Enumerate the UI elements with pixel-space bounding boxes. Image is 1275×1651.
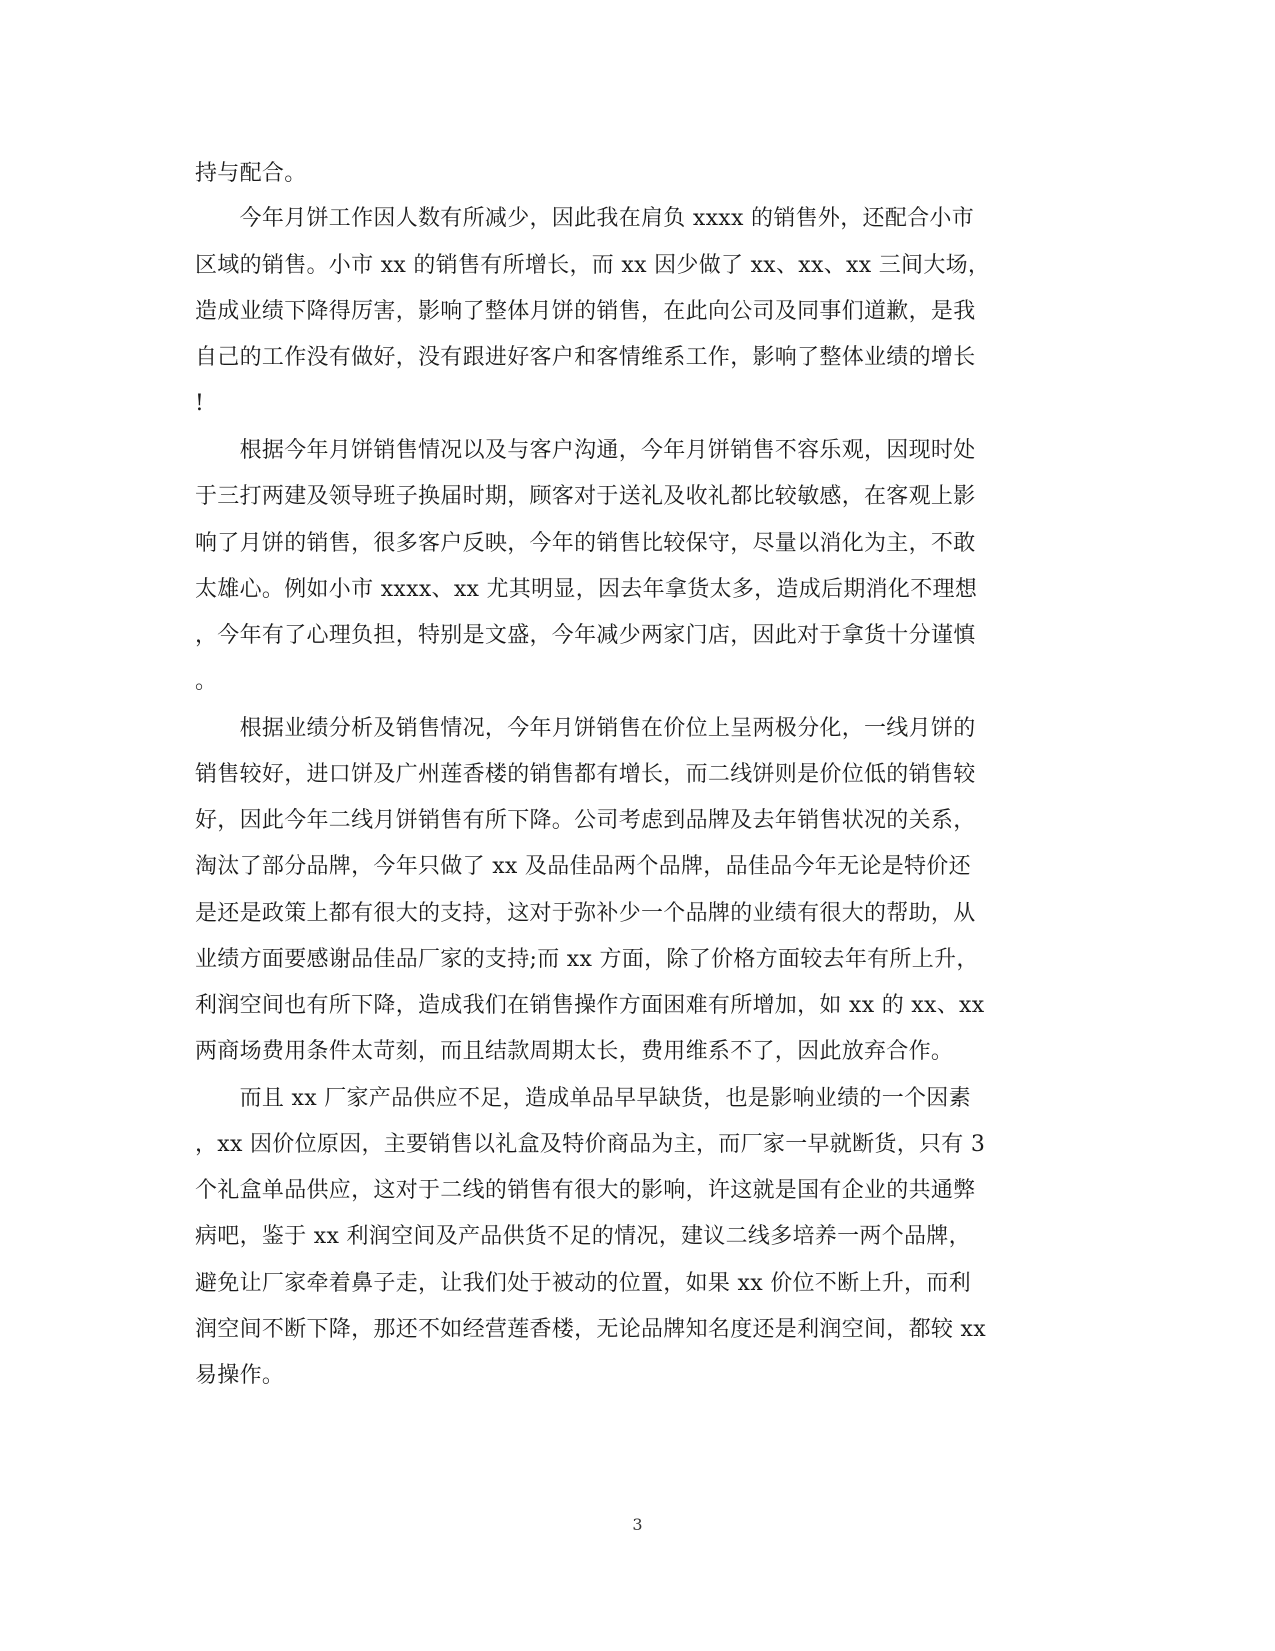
text-line: 是还是政策上都有很大的支持，这对于弥补少一个品牌的业绩有很大的帮助，从 xyxy=(195,901,976,926)
text-line: 。 xyxy=(195,669,218,694)
text-line: 业绩方面要感谢品佳品厂家的支持;而 xx 方面，除了价格方面较去年有所上升， xyxy=(195,947,979,972)
text-line: 根据今年月饼销售情况以及与客户沟通，今年月饼销售不容乐观，因现时处 xyxy=(195,438,976,463)
text-line: 利润空间也有所下降，造成我们在销售操作方面困难有所增加，如 xx 的 xx、xx xyxy=(195,993,985,1018)
text-line: 于三打两建及领导班子换届时期，顾客对于送礼及收礼都比较敏感，在客观上影 xyxy=(195,484,976,509)
text-line: 好，因此今年二线月饼销售有所下降。公司考虑到品牌及去年销售状况的关系， xyxy=(195,808,976,833)
text-line: 两商场费用条件太苛刻，而且结款周期太长，费用维系不了，因此放弃合作。 xyxy=(195,1039,954,1064)
text-line: 销售较好，进口饼及广州莲香楼的销售都有增长，而二线饼则是价位低的销售较 xyxy=(195,762,976,787)
text-line: ，今年有了心理负担，特别是文盛，今年减少两家门店，因此对于拿货十分谨慎 xyxy=(195,623,976,648)
text-line: 淘汰了部分品牌，今年只做了 xx 及品佳品两个品牌，品佳品今年无论是特价还 xyxy=(195,854,971,879)
text-line: 易操作。 xyxy=(195,1363,285,1388)
page-number: 3 xyxy=(632,1515,643,1534)
text-line: 自己的工作没有做好，没有跟进好客户和客情维系工作，影响了整体业绩的增长 xyxy=(195,345,976,370)
text-line: 造成业绩下降得厉害，影响了整体月饼的销售，在此向公司及同事们道歉，是我 xyxy=(195,299,976,324)
text-line: 太雄心。例如小市 xxxx、xx 尤其明显，因去年拿货太多，造成后期消化不理想 xyxy=(195,577,978,602)
text-line: ! xyxy=(195,391,205,416)
text-line: 个礼盒单品供应，这对于二线的销售有很大的影响，许这就是国有企业的共通弊 xyxy=(195,1178,976,1203)
text-line: 持与配合。 xyxy=(195,161,307,186)
text-line: 响了月饼的销售，很多客户反映，今年的销售比较保守，尽量以消化为主，不敢 xyxy=(195,531,976,556)
text-line: 病吧，鉴于 xx 利润空间及产品供货不足的情况，建议二线多培养一两个品牌， xyxy=(195,1224,971,1249)
text-line: 而且 xx 厂家产品供应不足，造成单品早早缺货，也是影响业绩的一个因素 xyxy=(195,1086,971,1111)
text-line: 润空间不断下降，那还不如经营莲香楼，无论品牌知名度还是利润空间，都较 xx xyxy=(195,1317,986,1342)
text-line: 根据业绩分析及销售情况，今年月饼销售在价位上呈两极分化，一线月饼的 xyxy=(195,716,976,741)
text-line: ，xx 因价位原因，主要销售以礼盒及特价商品为主，而厂家一早就断货，只有 3 xyxy=(195,1132,986,1157)
text-line: 今年月饼工作因人数有所减少，因此我在肩负 xxxx 的销售外，还配合小市 xyxy=(195,206,975,231)
text-line: 区域的销售。小市 xx 的销售有所增长，而 xx 因少做了 xx、xx、xx 三间大场， xyxy=(195,253,991,278)
text-line: 避免让厂家牵着鼻子走，让我们处于被动的位置，如果 xx 价位不断上升，而利 xyxy=(195,1271,971,1296)
